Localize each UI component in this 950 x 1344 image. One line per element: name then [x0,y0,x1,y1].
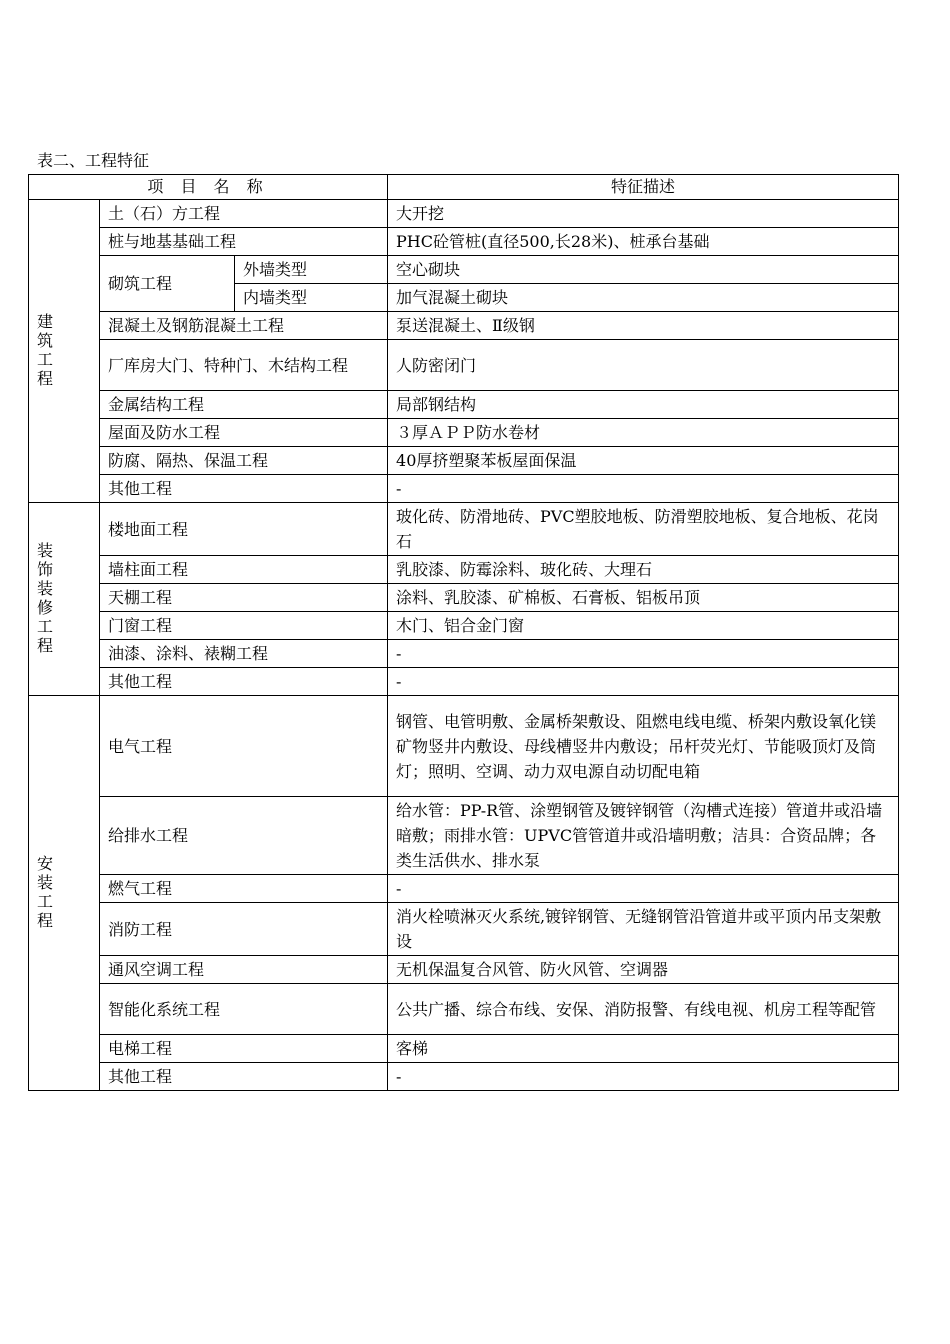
item-name: 金属结构工程 [100,391,388,419]
item-name: 其他工程 [100,1063,388,1091]
page-title: 表二、工程特征 [37,151,150,170]
table-row [29,612,899,640]
item-name: 门窗工程 [100,612,388,640]
item-description: - [388,875,899,903]
table-row [29,312,899,340]
item-name: 智能化系统工程 [100,984,388,1035]
item-name: 其他工程 [100,475,388,503]
item-description: 消火栓喷淋灭火系统,镀锌钢管、无缝钢管沿管道井或平顶内吊支架敷设 [388,903,899,956]
item-name: 其他工程 [100,668,388,696]
item-description: PHC砼管桩(直径500,长28米)、桩承台基础 [388,228,899,256]
item-description: - [388,640,899,668]
item-name: 桩与地基基础工程 [100,228,388,256]
item-description: 客梯 [388,1035,899,1063]
item-name: 消防工程 [100,903,388,956]
item-name: 燃气工程 [100,875,388,903]
table-row [29,228,899,256]
item-description: 涂料、乳胶漆、矿棉板、石膏板、铝板吊顶 [388,584,899,612]
item-subtype: 内墙类型 [235,284,388,312]
table-row [29,903,899,956]
table-row [29,556,899,584]
item-description: - [388,475,899,503]
item-description: - [388,668,899,696]
item-description: 乳胶漆、防霉涂料、玻化砖、大理石 [388,556,899,584]
table-row [29,984,899,1035]
table-row [29,875,899,903]
table-row [29,1035,899,1063]
item-description: - [388,1063,899,1091]
item-name: 油漆、涂料、裱糊工程 [100,640,388,668]
item-name: 电梯工程 [100,1035,388,1063]
item-description: 大开挖 [388,200,899,228]
item-description: 局部钢结构 [388,391,899,419]
item-name: 通风空调工程 [100,956,388,984]
table-row [29,340,899,391]
item-subtype: 外墙类型 [235,256,388,284]
item-description: 钢管、电管明敷、金属桥架敷设、阻燃电线电缆、桥架内敷设氧化镁矿物竖井内敷设、母线槽竖井内敷设；吊杆荧光灯、节能吸顶灯及筒灯；照明、空调、动力双电源自动切配电箱 [388,696,899,797]
item-description: 加气混凝土砌块 [388,284,899,312]
item-name: 墙柱面工程 [100,556,388,584]
item-description: 玻化砖、防滑地砖、PVC塑胶地板、防滑塑胶地板、复合地板、花岗石 [388,503,899,556]
table-row [29,200,899,228]
table-row [29,391,899,419]
header-project-name [29,175,388,200]
item-name: 混凝土及钢筋混凝土工程 [100,312,388,340]
table-row [29,419,899,447]
category-cell [29,503,100,696]
table-row [29,1063,899,1091]
table-row [29,447,899,475]
item-name: 厂库房大门、特种门、木结构工程 [100,340,388,391]
item-description: 无机保温复合风管、防火风管、空调器 [388,956,899,984]
table-row [29,797,899,875]
item-name: 给排水工程 [100,797,388,875]
table-row [29,668,899,696]
item-description: 给水管：PP-R管、涂塑钢管及镀锌钢管（沟槽式连接）管道井或沿墙暗敷；雨排水管：UPVC管管道井或沿墙明敷；洁具：合资品牌；各类生活供水、排水泵 [388,797,899,875]
category-cell [29,696,100,1091]
category-label: 安装工程 [37,853,54,930]
table-row [29,503,899,556]
category-label: 装饰装修工程 [37,540,54,655]
item-description: 公共广播、综合布线、安保、消防报警、有线电视、机房工程等配管 [388,984,899,1035]
item-name: 砌筑工程 [100,256,235,312]
table-row [29,584,899,612]
header-row [29,175,899,200]
item-name: 电气工程 [100,696,388,797]
item-description: 空心砌块 [388,256,899,284]
item-description: 木门、铝合金门窗 [388,612,899,640]
item-name: 土（石）方工程 [100,200,388,228]
item-description: 泵送混凝土、Ⅱ级钢 [388,312,899,340]
item-name: 楼地面工程 [100,503,388,556]
item-description: 40厚挤塑聚苯板屋面保温 [388,447,899,475]
item-description: 人防密闭门 [388,340,899,391]
item-description: ３厚ＡＰＰ防水卷材 [388,419,899,447]
item-name: 防腐、隔热、保温工程 [100,447,388,475]
item-name: 屋面及防水工程 [100,419,388,447]
header-description: 特征描述 [388,175,899,200]
table-row [29,956,899,984]
table-row [29,475,899,503]
header-project-name-text: 项 目 名 称 [147,177,269,196]
category-cell [29,200,100,503]
engineering-features-table [28,174,899,1091]
table-row [29,696,899,797]
table-row [29,640,899,668]
category-label: 建筑工程 [37,311,54,388]
item-name: 天棚工程 [100,584,388,612]
table-row [29,256,899,284]
